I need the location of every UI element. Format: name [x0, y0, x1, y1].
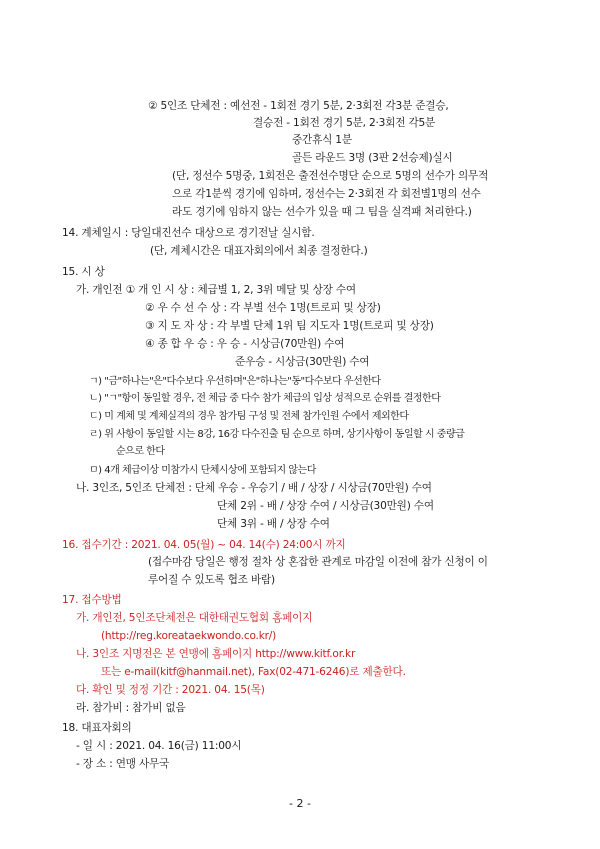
doc-line: 다. 확인 및 정정 기간 : 2021. 04. 15(목)	[76, 684, 265, 696]
section-heading: 15. 시 상	[62, 266, 105, 278]
doc-line: ㄴ) "ㄱ"항이 동일할 경우, 전 체급 중 다수 참가 체급의 입상 성적으로 순위를 결정한다	[89, 393, 441, 404]
doc-line: - 일 시 : 2021. 04. 16(금) 11:00시	[76, 740, 242, 752]
doc-line: ② 5인조 단체전 : 예선전 - 1회전 경기 5분, 2·3회전 각3분 준결승,	[148, 100, 449, 112]
doc-line: 나. 3인조, 5인조 단체전 : 단체 우승 - 우승기 / 배 / 상장 / 시상금(70만원) 수여	[76, 482, 432, 494]
doc-line: 중간휴식 1분	[292, 134, 352, 146]
doc-line: (단, 정선수 5명중, 1회전은 출전선수명단 순으로 5명의 선수가 의무적	[172, 170, 489, 182]
section-heading: 17. 접수방법	[62, 594, 122, 606]
doc-line: (단, 계체시간은 대표자회의에서 최종 결정한다.)	[150, 245, 368, 257]
doc-line: 순으로 한다	[116, 446, 165, 457]
url-link: (http://reg.koreataekwondo.co.kr/)	[101, 630, 277, 642]
doc-line: 준우승 - 시상금(30만원) 수여	[235, 356, 370, 368]
section-heading: 16. 접수기간 : 2021. 04. 05(월) ~ 04. 14(수) 24:00시 까지	[62, 539, 346, 551]
doc-line: 라. 참가비 : 참가비 없음	[76, 702, 186, 714]
doc-line: 나. 3인조 지명전은 본 연맹에 홈페이지 http://www.kitf.or.kr	[76, 648, 356, 660]
doc-line: ② 우 수 선 수 상 : 각 부별 선수 1명(트로피 및 상장)	[145, 302, 381, 314]
doc-line: 라도 경기에 임하지 않는 선수가 있을 때 그 팀을 실격패 처리한다.)	[172, 206, 472, 218]
doc-line: 가. 개인전 ① 개 인 시 상 : 체급별 1, 2, 3위 메달 및 상장 수여	[76, 284, 356, 296]
doc-line: - 장 소 : 연맹 사무국	[76, 758, 170, 770]
section-heading: 14. 계체일시 : 당일대진선수 대상으로 경기전날 실시함.	[62, 227, 315, 239]
section-heading: 18. 대표자회의	[62, 722, 132, 734]
doc-line: (접수마감 당일은 행정 절차 상 혼잡한 관계로 마감일 이전에 참가 신청이 이	[148, 556, 488, 568]
page-number: - 2 -	[289, 797, 311, 810]
doc-line: 또는 e-mail(kitf@hanmail.net), Fax(02-471-6246)로 제출한다.	[101, 666, 406, 678]
doc-line: ㅁ) 4개 체급이상 미참가시 단체시상에 포함되지 않는다	[89, 465, 316, 476]
doc-line: 결승전 - 1회전 경기 5분, 2·3회전 각5분	[253, 117, 436, 129]
doc-line: ㄹ) 위 사항이 동일할 시는 8강, 16강 다수진출 팀 순으로 하며, 상기사항이 동일할 시 중량급	[89, 429, 465, 440]
doc-line: 루어질 수 있도록 협조 바람)	[148, 574, 275, 586]
doc-line: 으로 각1분씩 경기에 임하며, 정선수는 2·3회전 각 회전별1명의 선수	[172, 188, 481, 200]
doc-line: ㄱ) "금"하나는"은"다수보다 우선하며"은"하나는"동"다수보다 우선한다	[89, 376, 381, 387]
doc-line: ㄷ) 미 계체 및 계체실격의 경우 참가팀 구성 및 전체 참가인원 수에서 제외한다	[89, 411, 409, 422]
doc-line: 단체 3위 - 배 / 상장 수여	[217, 518, 330, 530]
doc-line: 가. 개인전, 5인조단체전은 대한태권도협회 홈페이지	[76, 612, 313, 624]
doc-line: ③ 지 도 자 상 : 각 부별 단체 1위 팀 지도자 1명(트로피 및 상장)	[145, 320, 434, 332]
doc-line: ④ 종 합 우 승 : 우 승 - 시상금(70만원) 수여	[145, 338, 345, 350]
doc-line: 골든 라운드 3명 (3판 2선승제)실시	[292, 152, 453, 164]
doc-line: 단체 2위 - 배 / 상장 수여 / 시상금(30만원) 수여	[217, 500, 434, 512]
